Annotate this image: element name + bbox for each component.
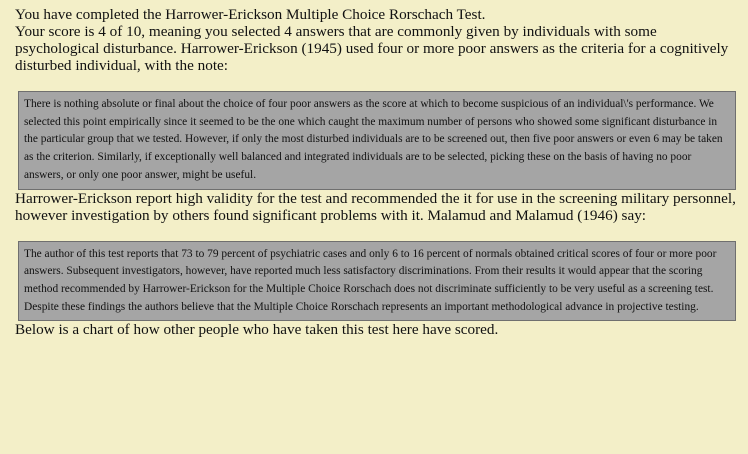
malamud-quote: The author of this test reports that 73 to 79 percent of psychiatric cases and only 6 to 16 percent of normals obtained critical scores of four or more poor answers. Subsequent investigators, however, have reported much less satisfactory discriminations. From their results it would appear that the scoring method recommended by Harrower-Erickson for the Multiple Choice Rorschach does not discriminate sufficiently to be very useful as a screening test. Despite these findings the authors believe that the Multiple Choice Rorschach represents an important methodological advance in projective testing. <box>18 241 736 322</box>
results-content <box>15 6 743 338</box>
completion-message: You have completed the Harrower-Erickson Multiple Choice Rorschach Test. <box>15 6 486 23</box>
validity-paragraph: Harrower-Erickson report high validity for the test and recommended the it for use in the screening military personnel, however investigation by others found significant problems with it. Malamud and Malamud (1946) say: <box>15 189 736 224</box>
harrower-erickson-quote: There is nothing absolute or final about the choice of four poor answers as the score at which to become suspicious of an individual\'s performance. We selected this point empirically since it seemed to be the one which caught the maximum number of persons who showed some significant disturbance in the particular group that we tested. However, if only the most disturbed individuals are to be screened out, then five poor answers or even 6 may be taken as the criterion. Similarly, if exceptionally well balanced and integrated individuals are to be selected, picking these on the basis of having no poor answers, or only one poor answer, might be useful. <box>18 91 736 190</box>
score-paragraph: Your score is 4 of 10, meaning you selected 4 answers that are commonly given by individuals with some psychological disturbance. Harrower-Erickson (1945) used four or more poor answers as the criteria for a cognitively disturbed individual, with the note: <box>15 23 729 74</box>
chart-intro-text: Below is a chart of how other people who have taken this test here have scored. <box>15 321 499 339</box>
